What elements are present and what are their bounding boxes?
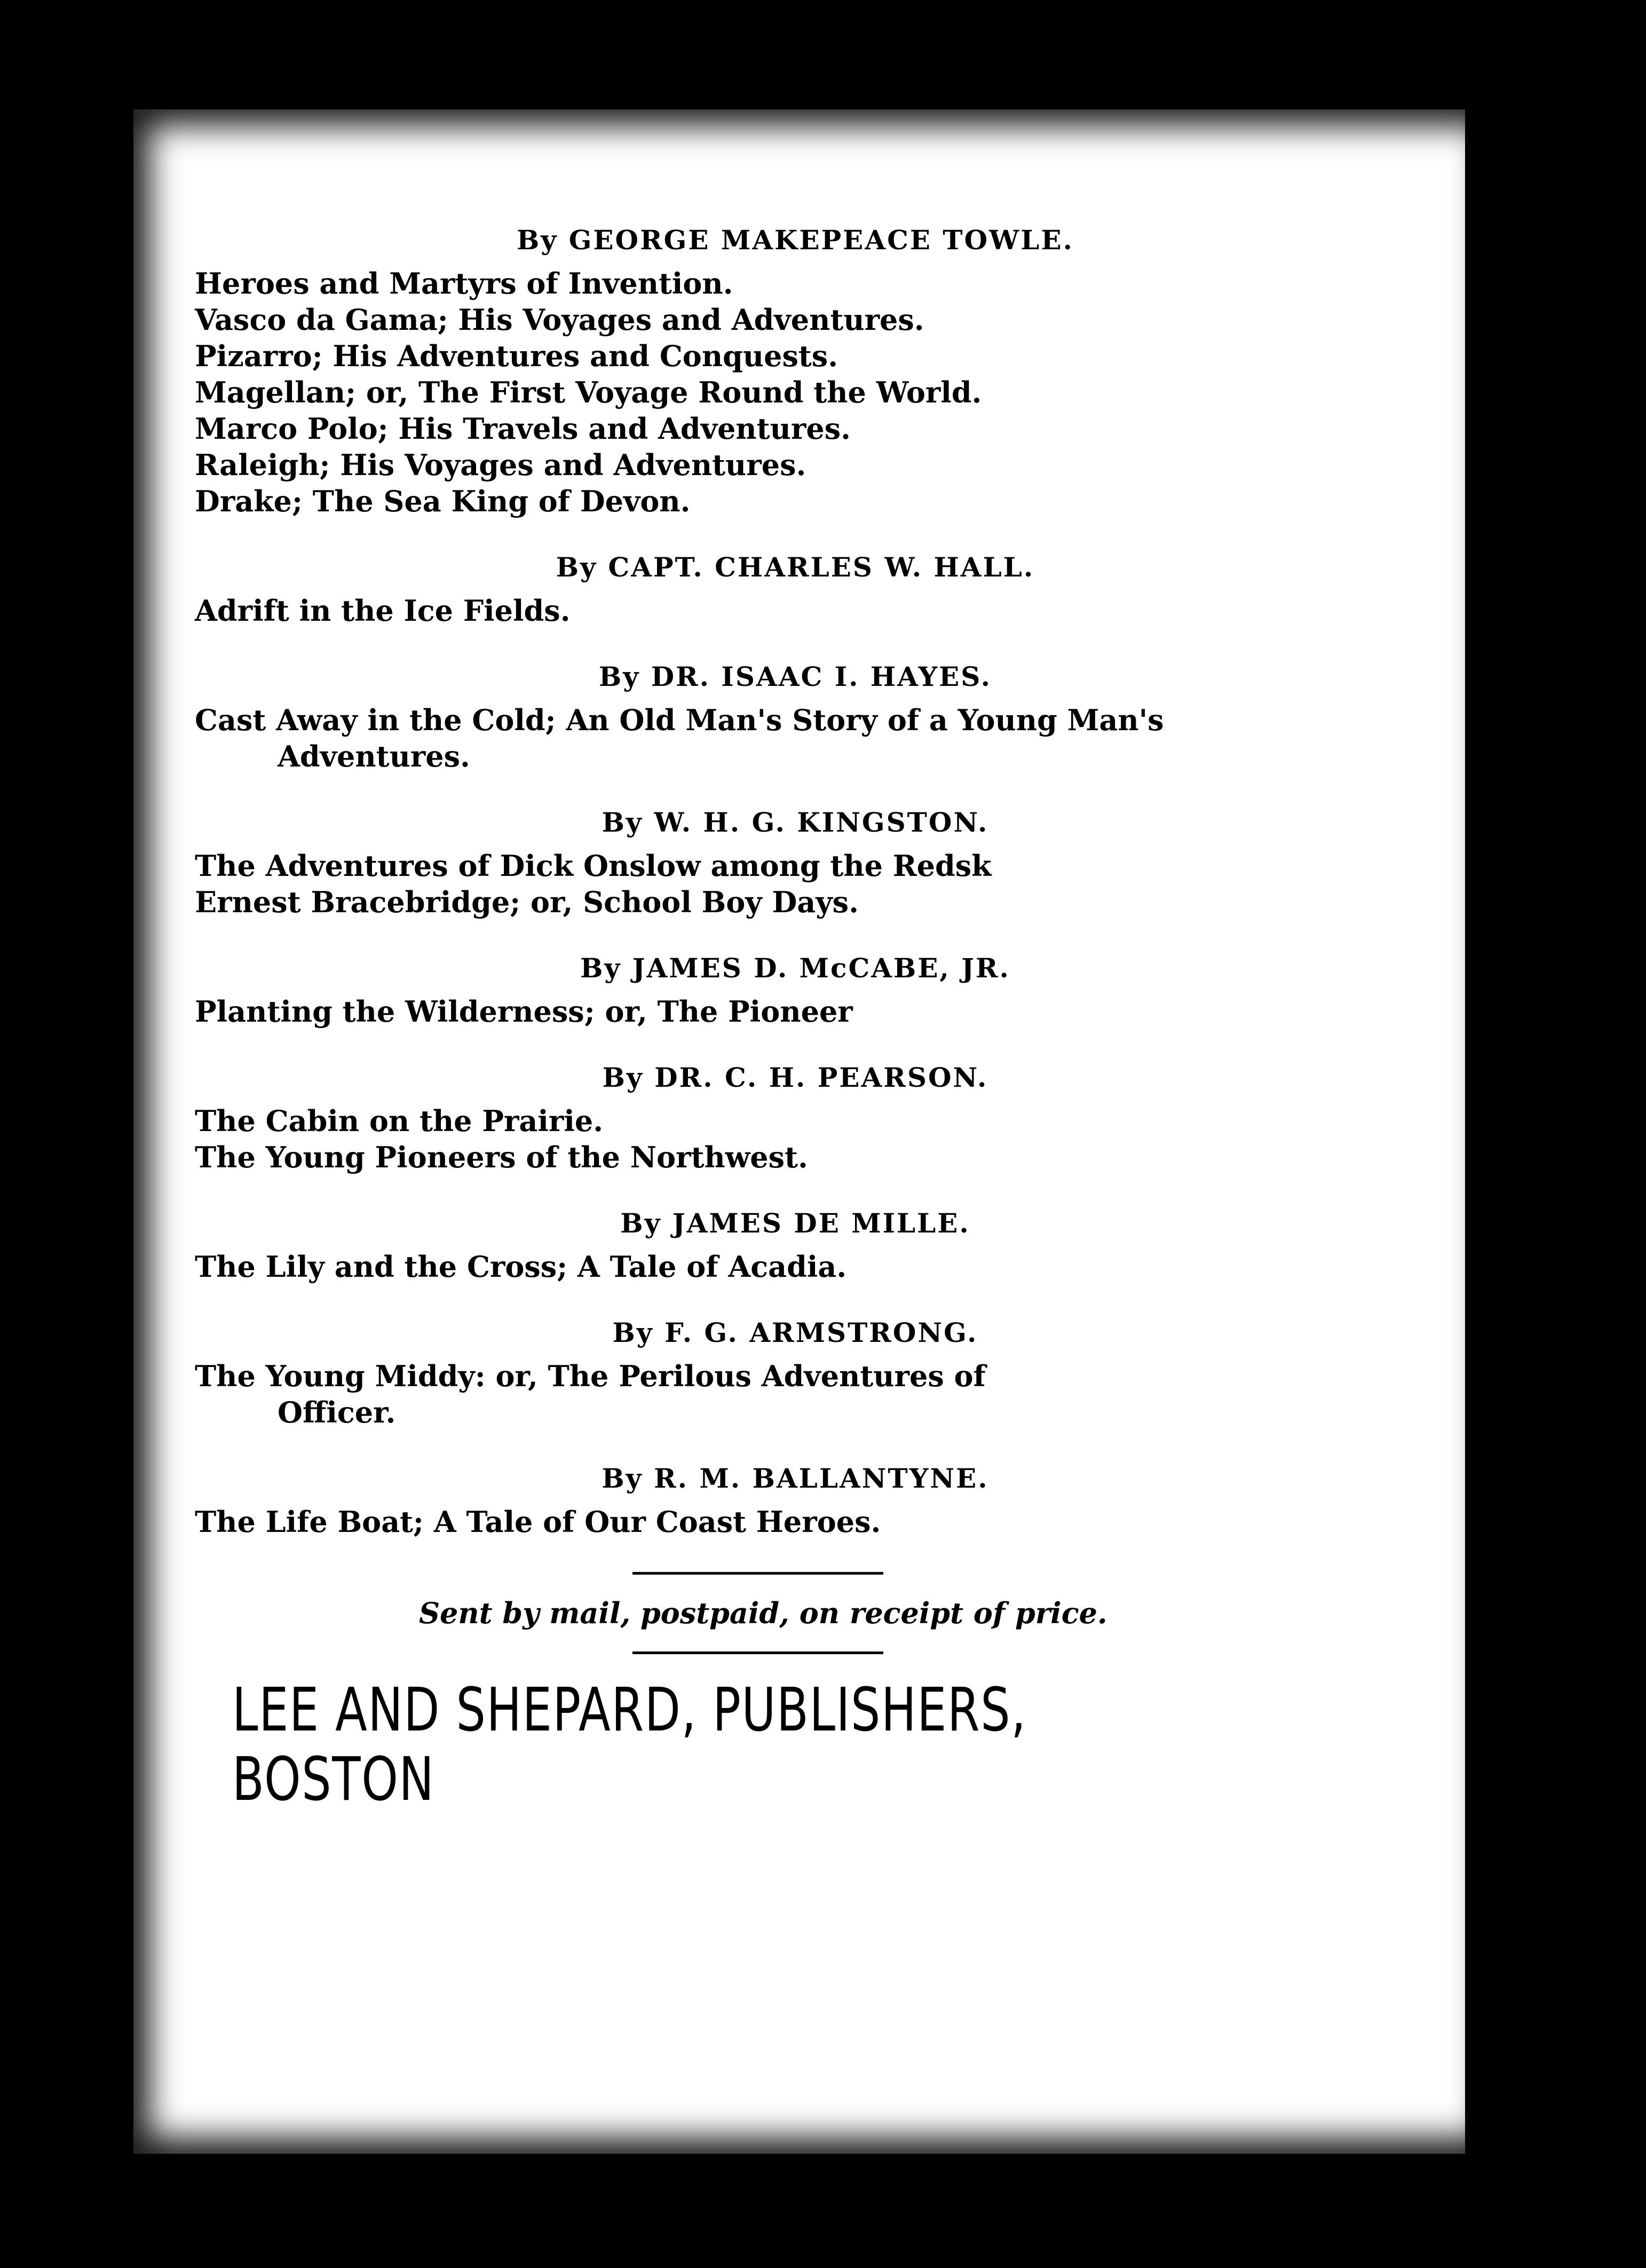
book-title: Pizarro; His Adventures and Conquests. — [195, 339, 838, 373]
book-title: The Lily and the Cross; A Tale of Acadia. — [195, 1250, 847, 1284]
book-title — [195, 1358, 1396, 1431]
book-title: The Young Pioneers of the Northwest. — [195, 1140, 808, 1174]
divider-rule — [632, 1651, 883, 1654]
author-heading: By DR. ISAAC I. HAYES. — [598, 661, 992, 692]
book-title — [195, 702, 1396, 775]
author-heading: By F. G. ARMSTRONG. — [612, 1317, 978, 1348]
author-heading: By W. H. G. KINGSTON. — [602, 807, 989, 838]
author-section — [195, 1463, 1396, 1540]
author-heading: By CAPT. CHARLES W. HALL. — [556, 551, 1035, 583]
book-title: Planting the Wilderness; or, The Pioneer — [195, 994, 853, 1029]
author-section — [195, 661, 1396, 775]
page-edge-shadow — [1465, 107, 1529, 2156]
author-heading: By JAMES DE MILLE. — [620, 1207, 970, 1239]
book-title: Marco Polo; His Travels and Adventures. — [195, 412, 851, 446]
advertisement-list — [195, 224, 1396, 1814]
author-section — [195, 807, 1396, 920]
author-section — [195, 1062, 1396, 1175]
divider-rule — [632, 1572, 883, 1575]
author-section — [195, 1207, 1396, 1285]
book-title: Adrift in the Ice Fields. — [195, 594, 571, 628]
book-title: Ernest Bracebridge; or, School Boy Days. — [195, 885, 859, 919]
book-title-line: The Young Middy: or, The Perilous Adventures of — [195, 1359, 986, 1393]
book-title: Vasco da Gama; His Voyages and Adventures. — [195, 303, 924, 337]
author-section — [195, 952, 1396, 1030]
book-title-continuation: Officer. — [278, 1395, 396, 1429]
book-title: Drake; The Sea King of Devon. — [195, 484, 691, 518]
author-heading: By R. M. BALLANTYNE. — [602, 1463, 989, 1494]
author-heading: By DR. C. H. PEARSON. — [602, 1062, 988, 1093]
author-section — [195, 1317, 1396, 1431]
mail-notice: Sent by mail, postpaid, on receipt of price. — [419, 1596, 1107, 1630]
book-title: The Life Boat; A Tale of Our Coast Heroes. — [195, 1505, 881, 1539]
book-title: Magellan; or, The First Voyage Round the World. — [195, 375, 982, 409]
book-title-continuation: Adventures. — [278, 739, 470, 773]
book-title: The Cabin on the Prairie. — [195, 1104, 604, 1138]
author-section — [195, 551, 1396, 629]
book-title: Heroes and Martyrs of Invention. — [195, 266, 733, 301]
author-section — [195, 224, 1396, 519]
publisher-imprint: LEE AND SHEPARD, PUBLISHERS, BOSTON — [232, 1676, 1027, 1814]
author-heading: By GEORGE MAKEPEACE TOWLE. — [517, 224, 1074, 256]
book-title: The Adventures of Dick Onslow among the Redsk — [195, 849, 992, 883]
author-heading: By JAMES D. McCABE, JR. — [580, 952, 1010, 984]
book-title: Raleigh; His Voyages and Adventures. — [195, 448, 806, 482]
book-title-line: Cast Away in the Cold; An Old Man's Story of a Young Man's — [195, 703, 1164, 737]
